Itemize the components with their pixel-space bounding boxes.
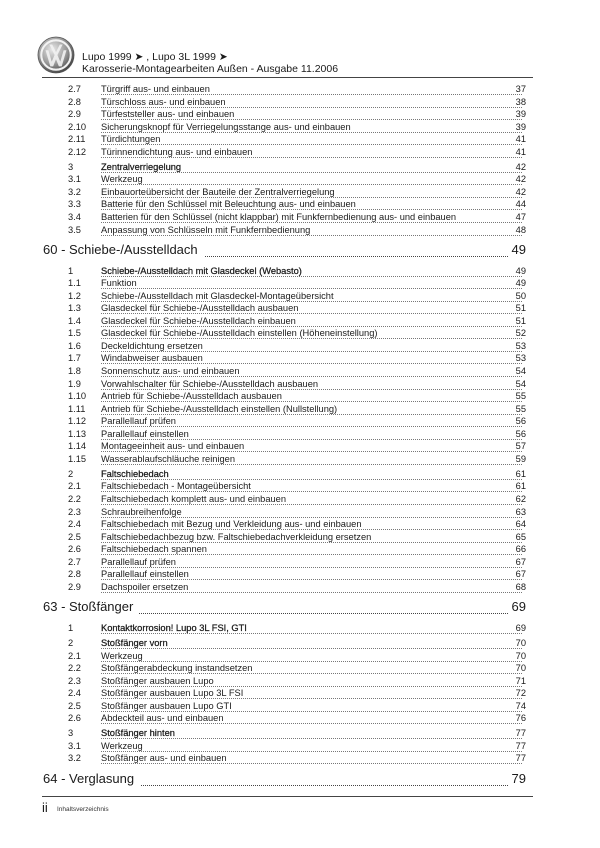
toc-entry[interactable]	[0, 212, 600, 225]
toc-title: Stoßfänger aus- und einbauen	[101, 753, 233, 763]
toc-page-number: 48	[512, 225, 526, 235]
toc-entry[interactable]	[0, 701, 600, 714]
toc-page-number: 66	[512, 544, 526, 554]
toc-entry[interactable]	[0, 569, 600, 582]
toc-section[interactable]	[0, 162, 600, 175]
toc-page-number: 44	[512, 199, 526, 209]
toc-entry[interactable]	[0, 97, 600, 110]
dot-leader	[101, 750, 522, 752]
toc-title: Einbauorteübersicht der Bauteile der Zentralverriegelung	[101, 187, 341, 197]
toc-number: 1.13	[68, 428, 87, 439]
toc-page-number: 69	[512, 623, 526, 633]
toc-page-number: 74	[512, 701, 526, 711]
toc-page-number: 72	[512, 688, 526, 698]
toc-page-number: 77	[512, 728, 526, 738]
toc-page-number: 69	[508, 599, 526, 614]
toc-title: Türschloss aus- und einbauen	[101, 97, 232, 107]
toc-chapter[interactable]	[0, 242, 600, 262]
toc-title: Stoßfänger ausbauen Lupo GTI	[101, 701, 238, 711]
toc-page-number: 70	[512, 663, 526, 673]
toc-title: Türfeststeller aus- und einbauen	[101, 109, 240, 119]
toc-number: 2.8	[68, 96, 81, 107]
toc-page-number: 49	[512, 278, 526, 288]
header-model-line: Lupo 1999 ➤ , Lupo 3L 1999 ➤	[82, 51, 228, 63]
toc-page-number: 54	[512, 379, 526, 389]
toc-number: 3.4	[68, 212, 81, 222]
toc-title: Stoßfänger vorn	[101, 638, 174, 648]
toc-page-number: 42	[512, 174, 526, 184]
toc-section[interactable]	[0, 623, 600, 636]
toc-page-number: 77	[512, 741, 526, 751]
toc-page-number: 67	[512, 569, 526, 579]
toc-title: 64 - Verglasung	[43, 771, 140, 786]
toc-title: Vorwahlschalter für Schiebe-/Ausstelldach ausbauen	[101, 379, 324, 389]
toc-title: Abdeckteil aus- und einbauen	[101, 713, 230, 723]
toc-page-number: 52	[512, 328, 526, 338]
toc-entry[interactable]	[0, 225, 600, 238]
header-divider	[42, 77, 533, 78]
toc-number: 1.6	[68, 340, 81, 351]
toc-page-number: 53	[512, 353, 526, 363]
toc-entry[interactable]	[0, 404, 600, 417]
toc-entry[interactable]	[0, 353, 600, 366]
toc-title: Parallellauf einstellen	[101, 429, 195, 439]
toc-number: 1.1	[68, 278, 81, 289]
toc-page-number: 41	[512, 134, 526, 144]
toc-page-number: 71	[512, 676, 526, 686]
toc-page-number: 61	[512, 469, 526, 479]
toc-title: Antrieb für Schiebe-/Ausstelldach ausbauen	[101, 391, 288, 401]
toc-number: 2.4	[68, 519, 81, 530]
toc-title: Kontaktkorrosion! Lupo 3L FSI, GTI	[101, 623, 253, 633]
toc-title: Faltschiebedach mit Bezug und Verkleidung aus- und einbauen	[101, 519, 368, 529]
toc-title: Stoßfänger ausbauen Lupo 3L FSI	[101, 688, 249, 698]
toc-title: Windabweiser ausbauen	[101, 353, 209, 363]
toc-title: Anpassung von Schlüsseln mit Funkfernbedienung	[101, 225, 316, 235]
toc-entry[interactable]	[0, 494, 600, 507]
toc-title: Stoßfänger ausbauen Lupo	[101, 676, 220, 686]
toc-entry[interactable]	[0, 441, 600, 454]
toc-number: 1.8	[68, 366, 81, 376]
toc-page-number: 51	[512, 303, 526, 313]
toc-title: Türinnendichtung aus- und einbauen	[101, 147, 258, 157]
toc-title: Faltschiebedach komplett aus- und einbauen	[101, 494, 292, 504]
toc-page-number: 65	[512, 532, 526, 542]
toc-entry[interactable]	[0, 532, 600, 545]
footer-page-number: ii	[42, 800, 48, 815]
toc-entry[interactable]	[0, 379, 600, 392]
toc-title: Montageeinheit aus- und einbauen	[101, 441, 250, 451]
toc-page-number: 79	[508, 771, 526, 786]
toc-title: Batterie für den Schlüssel mit Beleuchtung aus- und einbauen	[101, 199, 362, 209]
toc-page-number: 70	[512, 638, 526, 648]
toc-entry[interactable]	[0, 454, 600, 467]
toc-page-number: 76	[512, 713, 526, 723]
toc-entry[interactable]	[0, 676, 600, 689]
toc-number: 2.7	[68, 556, 81, 567]
toc-number: 3.5	[68, 224, 81, 235]
toc-title: Faltschiebedach	[101, 469, 175, 479]
toc-section[interactable]	[0, 266, 600, 279]
toc-number: 2.3	[68, 506, 81, 517]
toc-entry[interactable]	[0, 391, 600, 404]
page-header	[37, 36, 462, 76]
toc-section[interactable]	[0, 469, 600, 482]
toc-number: 2.5	[68, 531, 81, 542]
toc-chapter[interactable]	[0, 771, 600, 791]
toc-page-number: 57	[512, 441, 526, 451]
toc-page-number: 77	[512, 753, 526, 763]
toc-page-number: 47	[512, 212, 526, 222]
toc-title: Batterien für den Schlüssel (nicht klappbar) mit Funkfernbedienung aus- und einbauen	[101, 212, 462, 222]
toc-number: 2.6	[68, 713, 81, 724]
toc-title: Parallellauf prüfen	[101, 557, 182, 567]
toc-title: Werkzeug	[101, 174, 149, 184]
toc-number: 2.10	[68, 121, 87, 132]
toc-number: 3.2	[68, 186, 81, 197]
toc-number: 3.2	[68, 753, 81, 764]
toc-number: 2.1	[68, 481, 81, 492]
toc-entry[interactable]	[0, 109, 600, 122]
toc-number: 1	[68, 265, 74, 276]
dot-leader	[101, 287, 522, 289]
toc-title: 63 - Stoßfänger	[43, 599, 139, 614]
toc-entry[interactable]	[0, 582, 600, 595]
toc-number: 3	[68, 728, 74, 739]
toc-number: 2	[68, 468, 74, 479]
toc-title: Antrieb für Schiebe-/Ausstelldach einstellen (Nullstellung)	[101, 404, 343, 414]
toc-entry[interactable]	[0, 753, 600, 766]
toc-section[interactable]	[0, 728, 600, 741]
dot-leader	[101, 660, 522, 662]
toc-entry[interactable]	[0, 174, 600, 187]
toc-page-number: 38	[512, 97, 526, 107]
toc-number: 2.4	[68, 688, 81, 699]
toc-title: Funktion	[101, 278, 143, 288]
toc-title: Türgriff aus- und einbauen	[101, 84, 216, 94]
toc-title: Faltschiebedachbezug bzw. Faltschiebedachverkleidung ersetzen	[101, 532, 377, 542]
toc-entry[interactable]	[0, 187, 600, 200]
toc-entry[interactable]	[0, 663, 600, 676]
toc-number: 2.5	[68, 700, 81, 711]
toc-entry[interactable]	[0, 416, 600, 429]
toc-entry[interactable]	[0, 328, 600, 341]
toc-number: 1.10	[68, 391, 87, 402]
toc-number: 3.1	[68, 174, 81, 185]
toc-title: Werkzeug	[101, 651, 149, 661]
toc-number: 2.11	[68, 134, 86, 145]
toc-page-number: 54	[512, 366, 526, 376]
toc-number: 1.15	[68, 453, 87, 464]
toc-number: 2.9	[68, 581, 81, 592]
toc-page-number: 56	[512, 416, 526, 426]
toc-entry[interactable]	[0, 316, 600, 329]
toc-page-number: 62	[512, 494, 526, 504]
toc-entry[interactable]	[0, 341, 600, 354]
toc-number: 1.11	[68, 403, 86, 414]
toc-title: Sicherungsknopf für Verriegelungsstange aus- und einbauen	[101, 122, 357, 132]
toc-page-number: 55	[512, 391, 526, 401]
toc-page-number: 39	[512, 109, 526, 119]
toc-entry[interactable]	[0, 429, 600, 442]
toc-page-number: 67	[512, 557, 526, 567]
toc-page-number: 56	[512, 429, 526, 439]
toc-title: Wasserablaufschläuche reinigen	[101, 454, 241, 464]
toc-title: Deckeldichtung ersetzen	[101, 341, 209, 351]
toc-title: Faltschiebedach - Montageübersicht	[101, 481, 257, 491]
toc-title: Glasdeckel für Schiebe-/Ausstelldach einstellen (Höheneinstellung)	[101, 328, 383, 338]
toc-title: Schiebe-/Ausstelldach mit Glasdeckel-Montageübersicht	[101, 291, 340, 301]
toc-page-number: 55	[512, 404, 526, 414]
toc-title: Stoßfängerabdeckung instandsetzen	[101, 663, 258, 673]
toc-number: 1.4	[68, 315, 81, 326]
toc-page-number: 59	[512, 454, 526, 464]
toc-number: 2.1	[68, 650, 81, 661]
footer-divider	[42, 796, 533, 797]
toc-number: 2.8	[68, 569, 81, 580]
footer-label: Inhaltsverzeichnis	[57, 806, 109, 813]
toc-chapter[interactable]	[0, 599, 600, 619]
toc-entry[interactable]	[0, 303, 600, 316]
toc-title: Glasdeckel für Schiebe-/Ausstelldach einbauen	[101, 316, 302, 326]
toc-entry[interactable]	[0, 688, 600, 701]
toc-entry[interactable]	[0, 147, 600, 160]
header-manual-title: Karosserie-Montagearbeiten Außen - Ausgabe 11.2006	[82, 63, 339, 75]
toc-page-number: 39	[512, 122, 526, 132]
toc-page-number: 50	[512, 291, 526, 301]
toc-page-number: 68	[512, 582, 526, 592]
toc-entry[interactable]	[0, 507, 600, 520]
toc-section[interactable]	[0, 638, 600, 651]
toc-number: 2.2	[68, 663, 81, 674]
toc-entry[interactable]	[0, 519, 600, 532]
toc-entry[interactable]	[0, 122, 600, 135]
toc-page-number: 49	[508, 242, 526, 257]
toc-title: Parallellauf prüfen	[101, 416, 182, 426]
toc-title: Türdichtungen	[101, 134, 166, 144]
toc-number: 1.5	[68, 328, 81, 339]
toc-title: Schraubreihenfolge	[101, 507, 188, 517]
toc-title: Werkzeug	[101, 741, 149, 751]
toc-entry[interactable]	[0, 291, 600, 304]
toc-entry[interactable]	[0, 366, 600, 379]
toc-title: Sonnenschutz aus- und einbauen	[101, 366, 246, 376]
toc-number: 1.9	[68, 378, 81, 389]
toc-number: 2.7	[68, 84, 81, 94]
toc-entry[interactable]	[0, 741, 600, 754]
toc-page-number: 64	[512, 519, 526, 529]
toc-title: 60 - Schiebe-/Ausstelldach	[43, 242, 204, 257]
toc-page-number: 42	[512, 187, 526, 197]
toc-number: 2.12	[68, 146, 87, 157]
toc-number: 2.2	[68, 494, 81, 504]
toc-entry[interactable]	[0, 278, 600, 291]
toc-title: Parallellauf einstellen	[101, 569, 195, 579]
toc-page-number: 70	[512, 651, 526, 661]
toc-number: 1.2	[68, 290, 81, 301]
toc-number: 1	[68, 622, 74, 633]
toc-title: Glasdeckel für Schiebe-/Ausstelldach ausbauen	[101, 303, 304, 313]
toc-entry[interactable]	[0, 713, 600, 726]
toc-title: Faltschiebedach spannen	[101, 544, 213, 554]
toc-number: 2.6	[68, 544, 81, 555]
toc-page-number: 41	[512, 147, 526, 157]
toc-number: 1.3	[68, 303, 81, 314]
dot-leader	[101, 183, 522, 185]
toc-page-number: 61	[512, 481, 526, 491]
toc-number: 2.3	[68, 675, 81, 686]
toc-number: 2.9	[68, 109, 81, 120]
toc-entry[interactable]	[0, 557, 600, 570]
toc-number: 3.1	[68, 740, 81, 751]
toc-number: 3	[68, 161, 74, 172]
toc-page-number: 63	[512, 507, 526, 517]
toc-page-number: 42	[512, 162, 526, 172]
toc-page-number: 37	[512, 84, 526, 94]
toc-title: Zentralverriegelung	[101, 162, 187, 172]
toc-page-number: 49	[512, 266, 526, 276]
toc-entry[interactable]	[0, 651, 600, 664]
toc-entry[interactable]	[0, 481, 600, 494]
vw-logo-icon	[37, 36, 75, 74]
toc-entry[interactable]	[0, 544, 600, 557]
toc-entry[interactable]	[0, 199, 600, 212]
toc-title: Schiebe-/Ausstelldach mit Glasdeckel (Webasto)	[101, 266, 308, 276]
toc-title: Stoßfänger hinten	[101, 728, 181, 738]
toc-page-number: 53	[512, 341, 526, 351]
toc-entry[interactable]	[0, 134, 600, 147]
toc-title: Dachspoiler ersetzen	[101, 582, 194, 592]
toc-page-number: 51	[512, 316, 526, 326]
toc-number: 2	[68, 637, 74, 648]
toc-entry[interactable]	[0, 84, 600, 97]
toc-number: 3.3	[68, 199, 81, 210]
toc-number: 1.12	[68, 416, 87, 427]
toc-number: 1.7	[68, 353, 81, 364]
toc-number: 1.14	[68, 441, 87, 452]
